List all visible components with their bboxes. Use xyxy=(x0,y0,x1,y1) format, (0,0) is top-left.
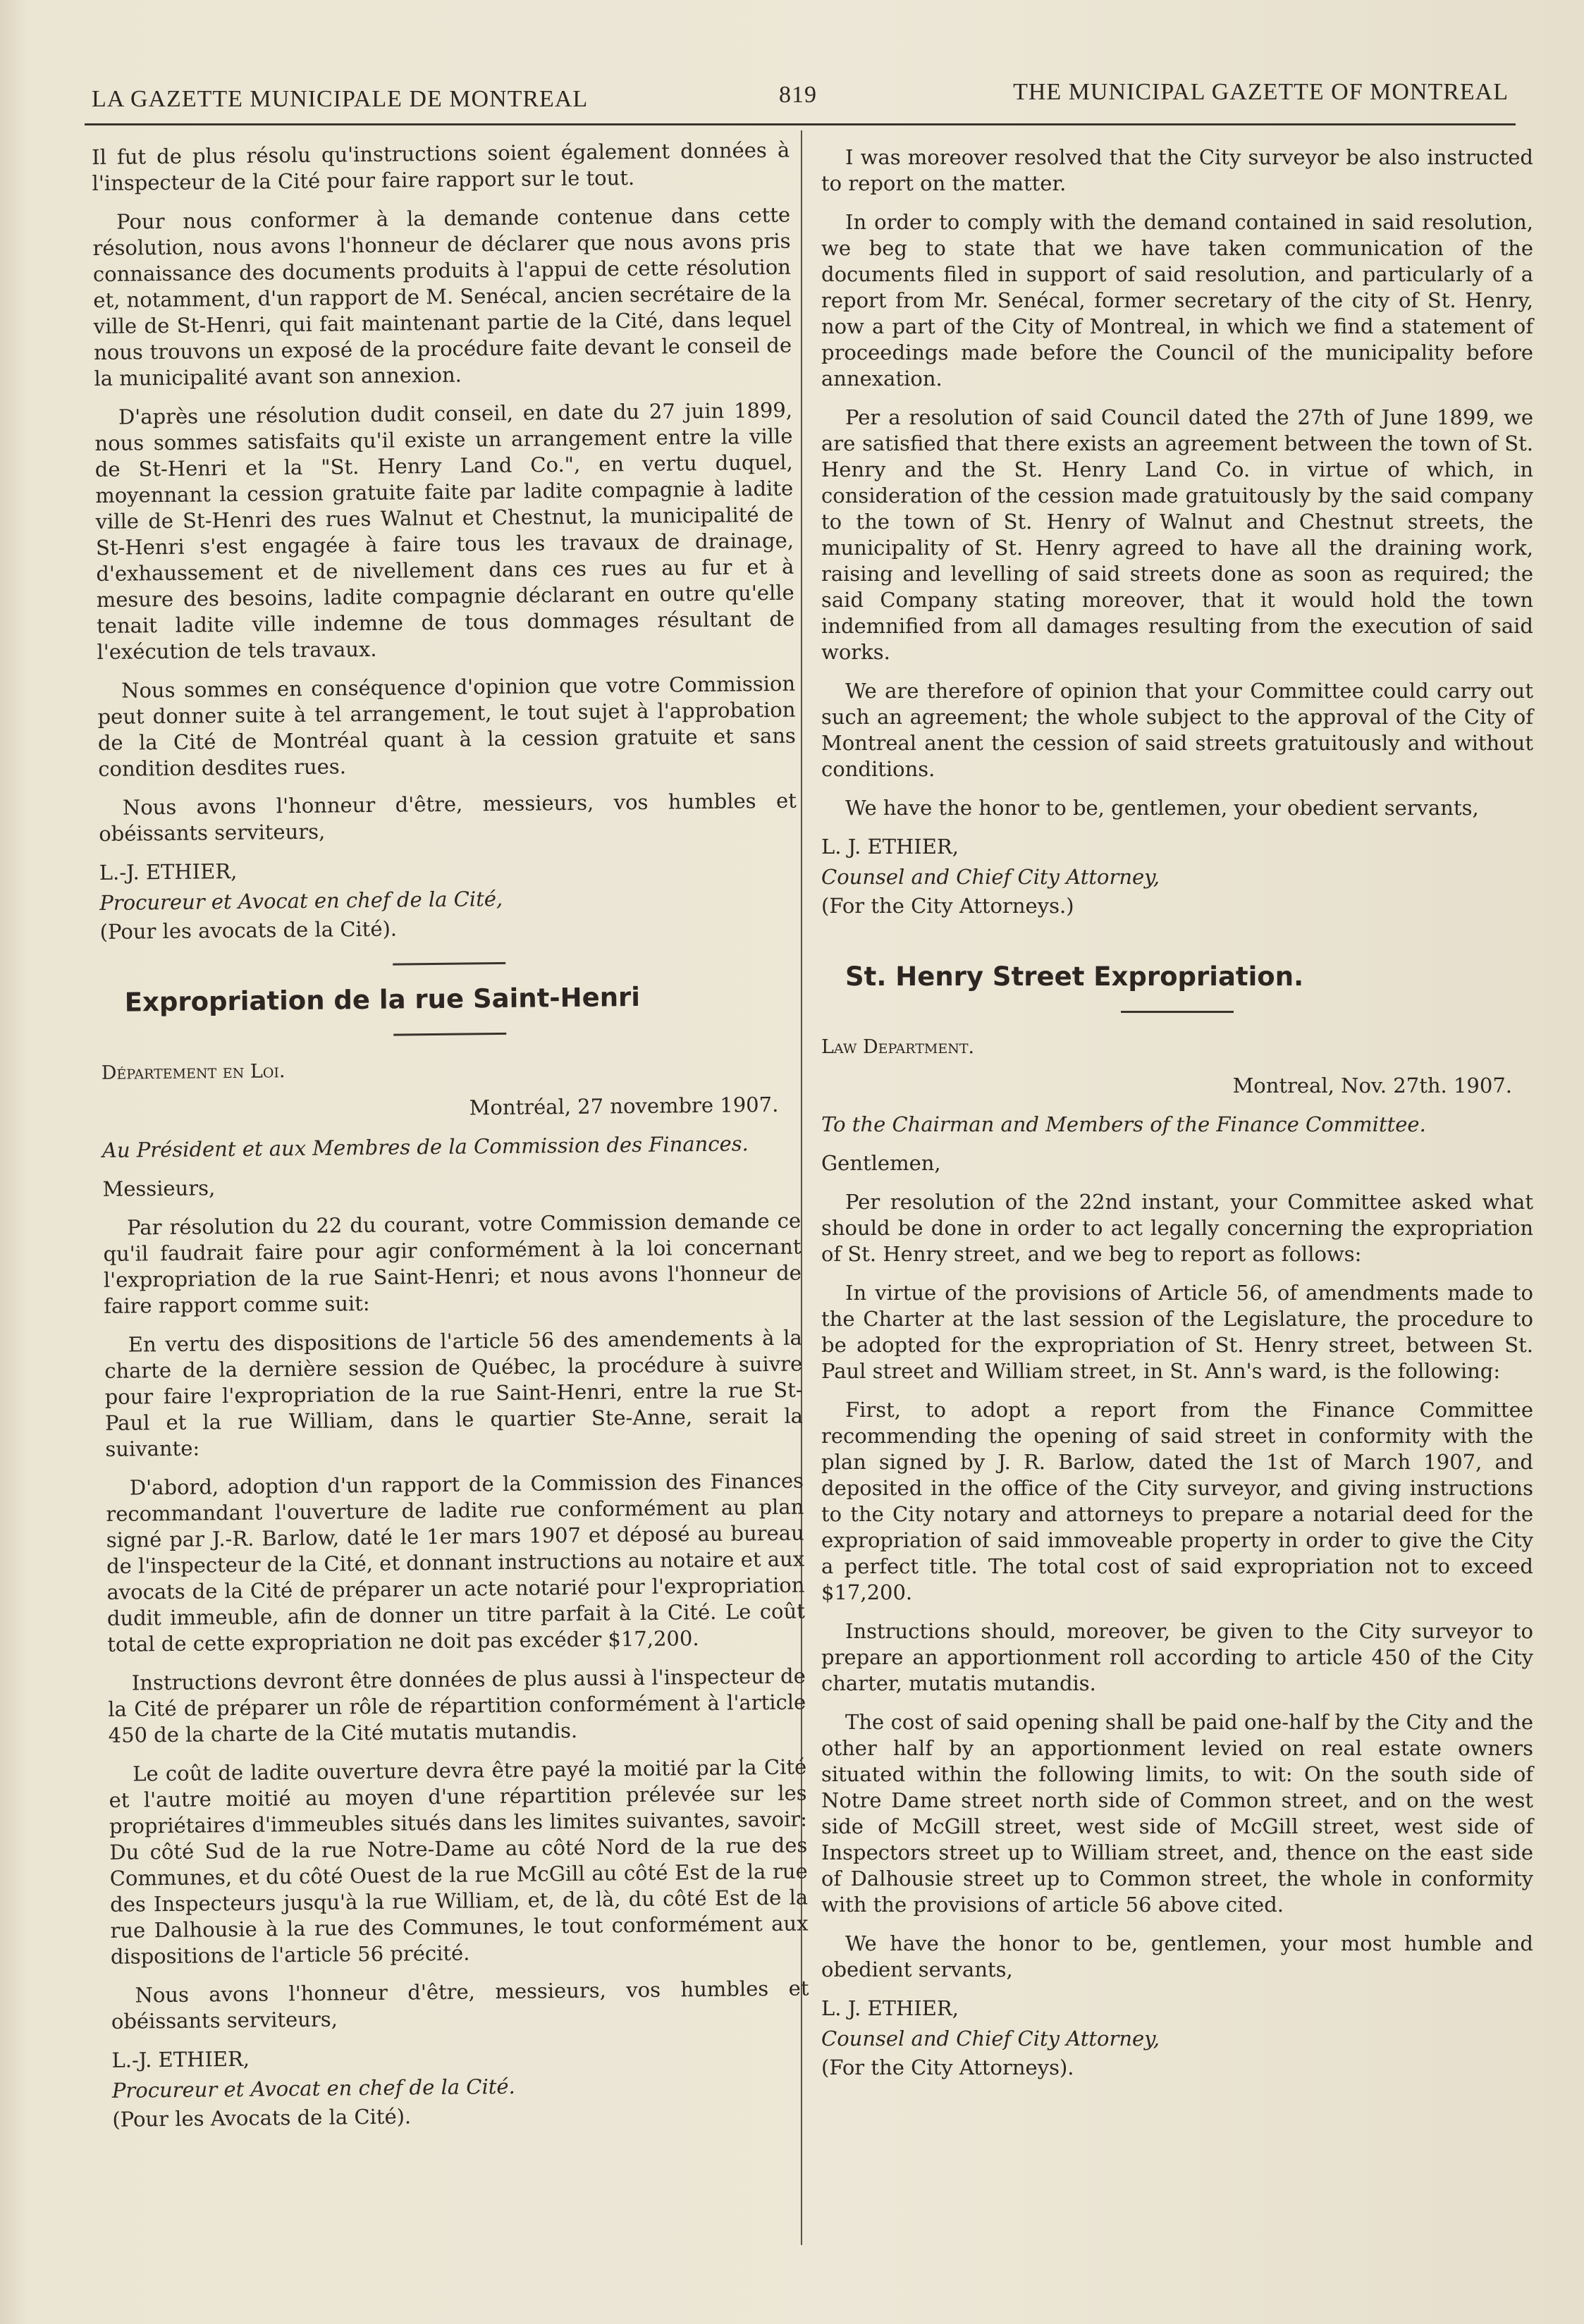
paragraph: Par résolution du 22 du courant, votre Commission demande ce qu'il faudrait faire pour agir conformément à la loi concernant l'expropriation de la rue Saint-Henri; et nous avons l'honneur de faire rapport comme suit: xyxy=(103,1208,802,1318)
french-column xyxy=(92,137,811,2146)
paragraph: En vertu des dispositions de l'article 56 des amendements à la charte de la dernière session de Québec, la procédure à suivre pour faire l'expropriation de la rue Saint-Henri, entre la rue St-Paul et la rue William, dans le quartier Ste-Anne, serait la suivante: xyxy=(104,1325,804,1461)
closing: Nous avons l'honneur d'être, messieurs, vos humbles et obéissants serviteurs, xyxy=(111,1976,809,2034)
paragraph: Per a resolution of said Council dated the 27th of June 1899, we are satisfied that there exists an agreement between the town of St. Henry and the St. Henry Land Co. in virtue of which, in consideration of the cession made gratuitously by the said company to the town of St. Henry of Walnut and Chestnut streets, the municipality of St. Henry agreed to have all the draining work, raising and levelling of said streets done as soon as required; the said Company stating moreover, that it would hold the town indemnified from all damages resulting from the execution of said works. xyxy=(821,405,1533,664)
english-column xyxy=(821,145,1533,2094)
salutation: Gentlemen, xyxy=(821,1151,941,1175)
heading-rule xyxy=(393,1033,506,1036)
page-header xyxy=(92,78,1509,120)
header-french-title: LA GAZETTE MUNICIPALE DE MONTREAL xyxy=(92,86,589,112)
paragraph: Instructions devront être données de plus aussi à l'inspecteur de la Cité de préparer un rôle de répartition conformément à l'article 450 de la charte de la Cité mutatis mutandis. xyxy=(108,1664,806,1747)
closing: Nous avons l'honneur d'être, messieurs, vos humbles et obéissants serviteurs, xyxy=(99,788,797,846)
closing: We have the honor to be, gentlemen, your most humble and obedient servants, xyxy=(821,1931,1533,1981)
signature-name: L.-J. ETHIER, xyxy=(111,2046,250,2072)
paragraph: Le coût de ladite ouverture devra être payé la moitié par la Cité et l'autre moitié au moyen d'une répartition prélevée sur les propriétaires d'immeubles situés dans les limites suivantes, savoir: Du côté Sud de la rue Notre-Dame au côté Nord de la rue des Communes, et du côté Ouest de la rue McGill au côté Est de la rue des Inspecteurs jusqu'à la rue William, et, de là, du côté Est de la rue Dalhousie à la rue des Communes, le tout conformément aux dispositions de l'article 56 précité. xyxy=(109,1754,809,1969)
header-english-title: THE MUNICIPAL GAZETTE OF MONTREAL xyxy=(1013,79,1509,105)
paragraph: Pour nous conformer à la demande contenue dans cette résolution, nous avons l'honneur de déclarer que nous avons pris connaissance des documents produits à l'appui de cette résolution et, notamment, d'un rapport de M. Senécal, ancien secrétaire de la ville de St-Henri, qui fait maintenant partie de la Cité, dans lequel nous trouvons un exposé de la procédure faite devant le conseil de la municipalité avant son annexion. xyxy=(92,202,792,391)
header-rule xyxy=(85,123,1516,125)
section-heading: Expropriation de la rue Saint-Henri xyxy=(124,981,641,1018)
paragraph: Per resolution of the 22nd instant, your Committee asked what should be done in order to act legally concerning the expropriation of St. Henry street, and we beg to report as follows: xyxy=(821,1190,1533,1266)
page-number: 819 xyxy=(779,82,817,108)
paragraph: In order to comply with the demand contained in said resolution, we beg to state that we have taken communication of the documents filed in support of said resolution, and particularly of a report from Mr. Senécal, former secretary of the city of St. Henry, now a part of the City of Montreal, in which we find a statement of proceedings made before the Council of the municipality before annexation. xyxy=(821,210,1533,391)
paragraph: I was moreover resolved that the City surveyor be also instructed to report on the matter. xyxy=(821,145,1533,195)
section-rule xyxy=(393,962,505,966)
signature-title: Procureur et Avocat en chef de la Cité. xyxy=(111,2074,515,2103)
signature-title: Counsel and Chief City Attorney, xyxy=(821,2027,1160,2051)
section-heading: St. Henry Street Expropriation. xyxy=(845,961,1304,992)
department-label: Département en Loi. xyxy=(101,1060,286,1084)
paragraph: We are therefore of opinion that your Committee could carry out such an agreement; the whole subject to the approval of the City of Montreal anent the cession of said streets gratuitously and without conditions. xyxy=(821,679,1533,781)
paragraph: First, to adopt a report from the Finance Committee recommending the opening of said street in conformity with the plan signed by J. R. Barlow, dated the 1st of March 1907, and deposited in the office of the City surveyor, and giving instructions to the City notary and attorneys to prepare a notarial deed for the expropriation of said immoveable property in order to give the City a perfect title. The total cost of said expropriation not to exceed $17,200. xyxy=(821,1398,1533,1604)
signature-title: Counsel and Chief City Attorney, xyxy=(821,865,1160,889)
signature-name: L. J. ETHIER, xyxy=(821,1996,959,2020)
paragraph: Il fut de plus résolu qu'instructions soient également données à l'inspecteur de la Cité pour faire rapport sur le tout. xyxy=(92,137,790,195)
letter-address: Au Président et aux Membres de la Commission des Finances. xyxy=(102,1131,749,1162)
salutation: Messieurs, xyxy=(102,1176,216,1201)
paragraph: D'abord, adoption d'un rapport de la Commission des Finances recommandant l'ouverture de ladite rue conformément au plan signé par J.-R. Barlow, daté le 1er mars 1907 et déposé au bureau de l'inspecteur de la Cité, et donnant instructions au notaire et aux avocats de la Cité de préparer un acte notarié pour l'expropriation dudit immeuble, afin de donner un titre parfait à la Cité. Le coût total de cette expropriation ne doit pas excéder $17,200. xyxy=(106,1468,806,1656)
paragraph: In virtue of the provisions of Article 56, of amendments made to the Charter at the last session of the Legislature, the procedure to be adopted for the expropriation of St. Henry street, between St. Paul street and William street, in St. Ann's ward, is the following: xyxy=(821,1281,1533,1383)
heading-rule xyxy=(1121,1011,1234,1013)
signature-note: (For the City Attorneys.) xyxy=(821,894,1074,918)
letter-date: Montreal, Nov. 27th. 1907. xyxy=(1232,1074,1512,1098)
signature-note: (Pour les avocats de la Cité). xyxy=(99,916,398,944)
paragraph: Instructions should, moreover, be given to the City surveyor to prepare an apportionment roll according to article 450 of the City charter, mutatis mutandis. xyxy=(821,1619,1533,1695)
paragraph: Nous sommes en conséquence d'opinion que votre Commission peut donner suite à tel arrangement, le tout sujet à l'approbation de la Cité de Montréal quant à la cession gratuite et sans condition desdites rues. xyxy=(97,671,797,781)
signature-title: Procureur et Avocat en chef de la Cité, xyxy=(99,886,503,915)
signature-note: (For the City Attorneys). xyxy=(821,2055,1074,2079)
letter-address: To the Chairman and Members of the Finance Committee. xyxy=(821,1112,1426,1136)
paragraph: The cost of said opening shall be paid one-half by the City and the other half by an apportionment levied on real estate owners situated within the following limits, to wit: On the south side of Notre Dame street north side of Common street, and on the west side of McGill street, west side of McGill street, west side of Inspectors street up to William street, and, thence on the east side of Dalhousie street up to Common street, the whole in conformity with the provisions of article 56 above cited. xyxy=(821,1710,1533,1917)
paragraph: D'après une résolution dudit conseil, en date du 27 juin 1899, nous sommes satisfaits qu'il existe un arrangement entre la ville de St-Henri et la "St. Henry Land Co.", en vertu duquel, moyennant la cession gratuite faite par ladite compagnie à ladite ville de St-Henri des rues Walnut et Chestnut, la municipalité de St-Henri s'est engagée à faire tous les travaux de drainage, d'exhaussement et de nivellement dans ces rues au fur et à mesure des besoins, ladite compagnie déclarant en outre qu'elle tenait ladite ville indemne de tous dommages résultant de l'exécution de tels travaux. xyxy=(94,398,795,664)
signature-note: (Pour les Avocats de la Cité). xyxy=(112,2104,412,2132)
closing: We have the honor to be, gentlemen, your obedient servants, xyxy=(845,796,1479,820)
signature-name: L. J. ETHIER, xyxy=(821,835,959,859)
signature-name: L.-J. ETHIER, xyxy=(99,859,238,885)
letter-date: Montréal, 27 novembre 1907. xyxy=(469,1092,779,1120)
department-label: Law Department. xyxy=(821,1036,975,1058)
